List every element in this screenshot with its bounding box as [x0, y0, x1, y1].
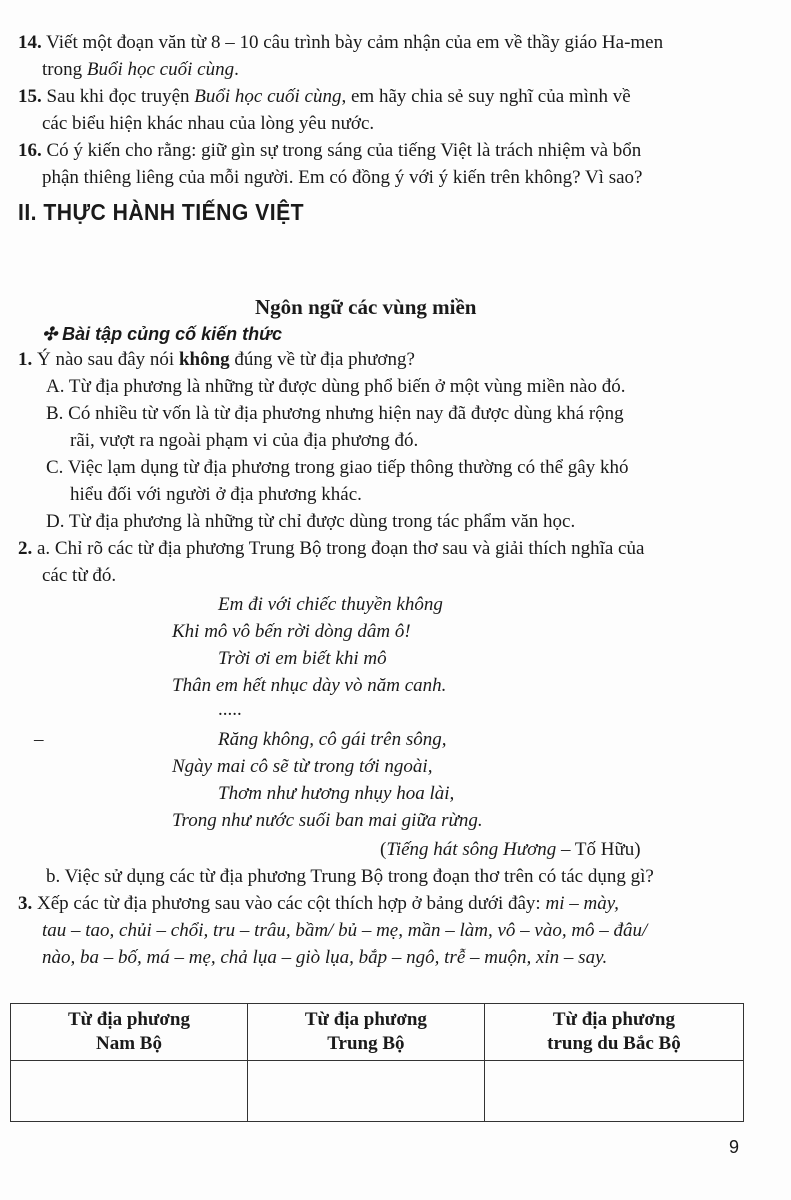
poem-line: Thơm như hương nhụy hoa lài, [218, 783, 455, 804]
option-b-cont: rãi, vượt ra ngoài phạm vi của địa phương đó. [70, 430, 419, 451]
option-a: A. Từ địa phương là những từ được dùng phổ biến ở một vùng miền nào đó. [46, 376, 626, 397]
word-list: nào, ba – bố, má – mẹ, chả lụa – giò lụa, bắp – ngô, trễ – muộn, xỉn – say. [42, 947, 608, 968]
question-15 [18, 85, 631, 109]
subsection-heading [42, 322, 282, 346]
author: – Tố Hữu) [556, 839, 641, 860]
emphasis: không [178, 349, 230, 370]
question-15-cont: các biểu hiện khác nhau của lòng yêu nước. [42, 113, 375, 134]
question-number: 15. [18, 86, 42, 107]
answer-cell-nam-bo[interactable] [11, 1061, 248, 1122]
table-header-row [11, 1004, 744, 1061]
poem-source [380, 838, 641, 862]
question-2a-cont: các từ đó. [42, 565, 117, 586]
answer-cell-bac-bo[interactable] [484, 1061, 743, 1122]
option-c-cont: hiểu đối với người ở địa phương khác. [70, 484, 362, 505]
question-1 [18, 348, 415, 372]
header-nam-bo [11, 1004, 248, 1061]
header-trung-bo [247, 1004, 484, 1061]
poem-line: Khi mô vô bến rời dòng dâm ô! [172, 621, 411, 642]
header-line: trung du Bắc Bộ [547, 1033, 681, 1054]
question-number: 14. [18, 32, 42, 53]
question-2b: b. Việc sử dụng các từ địa phương Trung Bộ trong đoạn thơ trên có tác dụng gì? [46, 866, 654, 887]
header-line: Từ địa phương [552, 1009, 675, 1030]
question-3 [18, 892, 619, 916]
text: Ý nào sau đây nói [32, 349, 179, 370]
subsection-label: Bài tập củng cố kiến thức [62, 324, 282, 344]
poem-ellipsis: ..... [218, 699, 242, 720]
page-number: 9 [729, 1137, 740, 1157]
table-row [11, 1061, 744, 1122]
question-16-cont: phận thiêng liêng của mỗi người. Em có đồng ý với ý kiến trên không? Vì sao? [42, 167, 643, 188]
word-list: mi – mày, [545, 893, 619, 914]
text: , em hãy chia sẻ suy nghĩ của mình về [341, 86, 631, 107]
header-bac-bo [484, 1004, 743, 1061]
poem-line: Em đi với chiếc thuyền không [218, 594, 443, 615]
work-title: Buổi học cuối cùng [194, 86, 342, 107]
text: ( [380, 839, 387, 860]
question-16 [18, 139, 641, 163]
header-line: Nam Bộ [95, 1033, 162, 1054]
option-b: B. Có nhiều từ vốn là từ địa phương nhưng hiện nay đã được dùng khá rộng [46, 403, 624, 424]
poem-line: Trời ơi em biết khi mô [218, 648, 387, 669]
option-d: D. Từ địa phương là những từ chỉ được dùng trong tác phẩm văn học. [46, 511, 576, 532]
header-line: Từ địa phương [67, 1009, 190, 1030]
question-number: 1. [18, 349, 33, 370]
text: trong [42, 59, 87, 80]
header-line: Từ địa phương [304, 1009, 427, 1030]
dialect-table [10, 1003, 744, 1122]
poem-dash: – [34, 729, 44, 750]
answer-cell-trung-bo[interactable] [247, 1061, 484, 1122]
word-list: tau – tao, chủi – chổi, tru – trâu, bầm/ bủ – mẹ, mần – làm, vô – vào, mô – đâu/ [42, 920, 648, 941]
header-line: Trung Bộ [327, 1033, 405, 1054]
question-text: Viết một đoạn văn từ 8 – 10 câu trình bày cảm nhận của em về thầy giáo Ha-men [41, 32, 664, 53]
question-number: 3. [18, 893, 33, 914]
text: a. Chỉ rõ các từ địa phương Trung Bộ trong đoạn thơ sau và giải thích nghĩa của [32, 538, 645, 559]
poem-line: Trong như nước suối ban mai giữa rừng. [172, 810, 483, 831]
section-heading: II. THỰC HÀNH TIẾNG VIỆT [18, 199, 305, 225]
option-c: C. Việc lạm dụng từ địa phương trong giao tiếp thông thường có thể gây khó [46, 457, 629, 478]
question-number: 16. [18, 140, 42, 161]
question-number: 2. [18, 538, 33, 559]
poem-line: Răng không, cô gái trên sông, [218, 729, 447, 750]
bullet-icon: ✣ [42, 324, 58, 344]
question-14-cont [42, 58, 239, 82]
poem-line: Ngày mai cô sẽ từ trong tới ngoài, [172, 756, 433, 777]
text: Sau khi đọc truyện [41, 86, 195, 107]
work-title: Buổi học cuối cùng [86, 59, 235, 80]
work-title: Tiếng hát sông Hương [386, 839, 557, 860]
text: Xếp các từ địa phương sau vào các cột thích hợp ở bảng dưới đây: [32, 893, 546, 914]
question-2a [18, 537, 644, 561]
question-text: Có ý kiến cho rằng: giữ gìn sự trong sáng của tiếng Việt là trách nhiệm và bổn [41, 140, 642, 161]
lesson-title: Ngôn ngữ các vùng miền [255, 295, 477, 319]
question-14 [18, 31, 663, 55]
text: đúng về từ địa phương? [229, 349, 415, 370]
poem-line: Thân em hết nhục dày vò năm canh. [172, 675, 447, 696]
text: . [234, 59, 239, 80]
